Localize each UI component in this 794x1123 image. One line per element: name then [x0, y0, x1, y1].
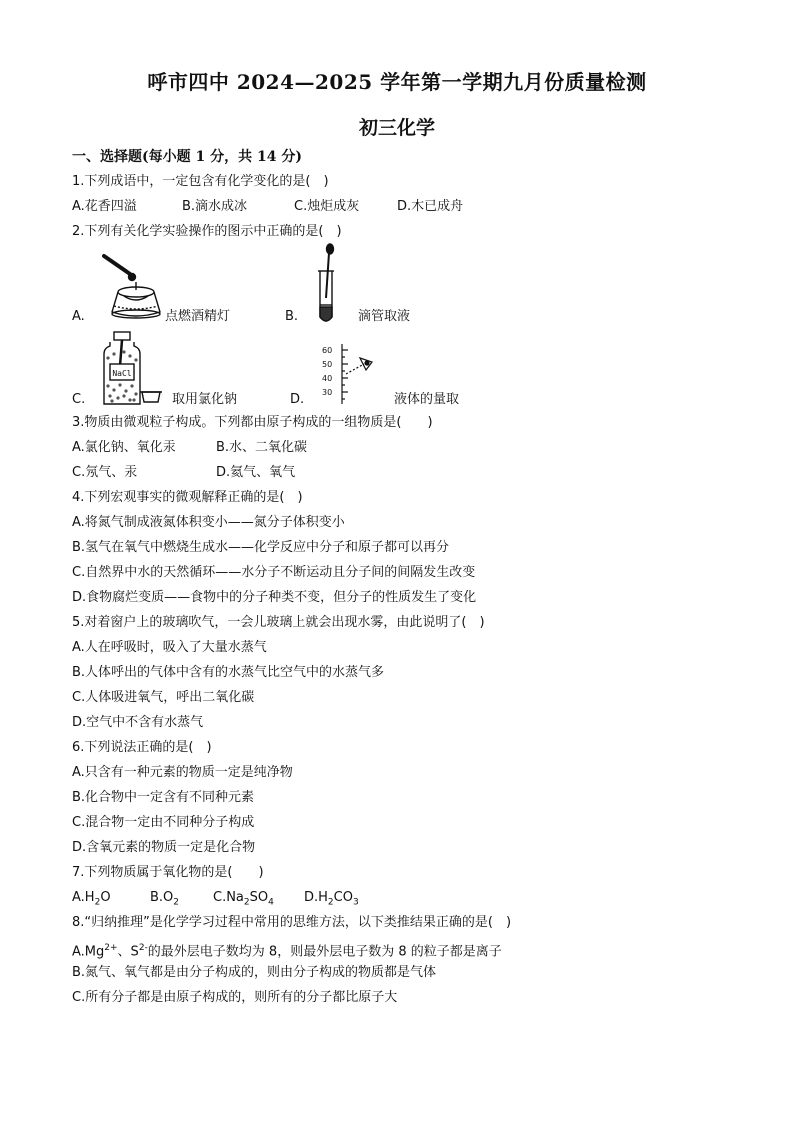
q8-option-a: $A.Mg^{2+}$、$S^{2-}$的最外层电子数均为 8，则最外层电子数为 8 的粒子都是离子 — [72, 943, 502, 960]
q6-option-d: D.含氧元素的物质一定是化合物 — [72, 840, 256, 855]
q2-option-c-caption: 取用氯化钠 — [172, 392, 238, 407]
section-heading: 一、选择题(每小题 1 分，共 14 分) — [72, 149, 302, 165]
q7-option-a: $A.H_2O$ — [72, 890, 111, 908]
q1-option-a: A.花香四溢 — [72, 199, 137, 214]
dropper-test-tube-figure — [314, 243, 340, 327]
q1-stem: 1.下列成语中，一定包含有化学变化的是( ) — [72, 174, 329, 189]
q4-stem: 4.下列宏观事实的微观解释正确的是( ) — [72, 490, 303, 505]
q6-option-b: B.化合物中一定含有不同种元素 — [72, 790, 255, 805]
q1-option-b: B.滴水成冰 — [182, 199, 248, 214]
alcohol-lamp-figure — [96, 250, 166, 325]
q7-option-c: $C.Na_2SO_4$ — [213, 890, 274, 908]
q2-option-b-caption: 滴管取液 — [358, 309, 411, 324]
tick-60: 60 — [322, 346, 333, 355]
q5-option-c: C.人体吸进氧气，呼出二氧化碳 — [72, 690, 255, 705]
q4-option-d: D.食物腐烂变质——食物中的分子种类不变，但分子的性质发生了变化 — [72, 590, 477, 605]
q2-option-d-letter: D. — [290, 392, 305, 407]
exam-subtitle: 初三化学 — [358, 117, 435, 139]
tick-30: 30 — [322, 388, 333, 397]
q3-stem: 3.物质由微观粒子构成。下列都由原子构成的一组物质是( ) — [72, 415, 433, 430]
q1-option-c: C.烛炬成灰 — [294, 199, 360, 214]
q2-stem: 2.下列有关化学实验操作的图示中正确的是( ) — [72, 224, 342, 239]
q5-option-d: D.空气中不含有水蒸气 — [72, 715, 204, 730]
q5-option-a: A.人在呼吸时，吸入了大量水蒸气 — [72, 640, 267, 655]
q8-option-c: C.所有分子都是由原子构成的，则所有的分子都比原子大 — [72, 990, 398, 1005]
q4-option-c: C.自然界中水的天然循环——水分子不断运动且分子间的间隔发生改变 — [72, 565, 476, 580]
q5-stem: 5.对着窗户上的玻璃吹气，一会儿玻璃上就会出现水雾，由此说明了( ) — [72, 615, 485, 630]
q2-option-d-caption: 液体的量取 — [394, 392, 460, 407]
tick-40: 40 — [322, 374, 333, 383]
q4-option-a: A.将氮气制成液氮体积变小——氮分子体积变小 — [72, 515, 345, 530]
q2-option-b-letter: B. — [285, 309, 299, 324]
graduated-cylinder-figure — [320, 342, 384, 406]
q8-option-b: B.氮气、氧气都是由分子构成的，则由分子构成的物质都是气体 — [72, 965, 437, 980]
q7-stem: 7.下列物质属于氧化物的是( ) — [72, 865, 264, 880]
q7-option-d: $D.H_2CO_3$ — [304, 890, 359, 908]
q8-stem: 8.“归纳推理”是化学学习过程中常用的思维方法，以下类推结果正确的是( ) — [72, 915, 512, 930]
q6-option-c: C.混合物一定由不同种分子构成 — [72, 815, 255, 830]
bottle-label: NaCl — [112, 369, 132, 378]
q5-option-b: B.人体呼出的气体中含有的水蒸气比空气中的水蒸气多 — [72, 665, 385, 680]
q1-option-d: D.木已成舟 — [397, 199, 464, 214]
q6-stem: 6.下列说法正确的是( ) — [72, 740, 212, 755]
q6-option-a: A.只含有一种元素的物质一定是纯净物 — [72, 765, 293, 780]
q4-option-b: B.氢气在氧气中燃烧生成水——化学反应中分子和原子都可以再分 — [72, 540, 450, 555]
exam-title: 呼市四中 2024—2025 学年第一学期九月份质量检测 — [147, 70, 647, 94]
nacl-bottle-figure — [100, 330, 164, 406]
q3-option-d: D.氦气、氧气 — [216, 465, 296, 480]
q2-option-a-caption: 点燃酒精灯 — [165, 309, 231, 324]
q2-option-a-letter: A. — [72, 309, 85, 324]
q3-option-c: C.氖气、汞 — [72, 465, 138, 480]
q7-option-b: $B.O_2$ — [150, 890, 180, 908]
tick-50: 50 — [322, 360, 333, 369]
q3-option-b: B.水、二氧化碳 — [216, 440, 308, 455]
q3-option-a: A.氯化钠、氧化汞 — [72, 440, 176, 455]
q2-option-c-letter: C. — [72, 392, 86, 407]
